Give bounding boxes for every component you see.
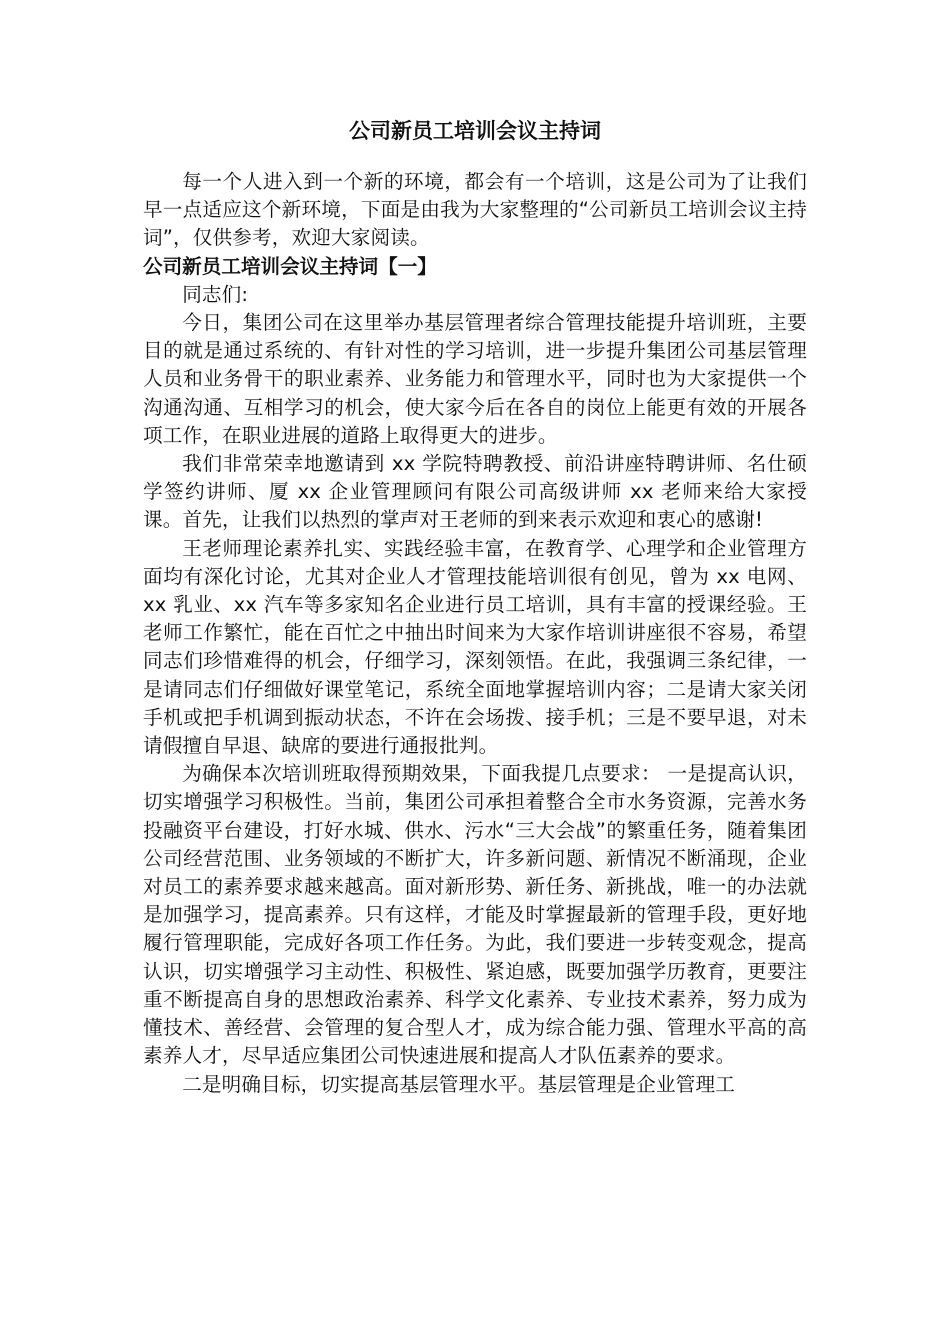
section-heading: 公司新员工培训会议主持词【一】 (143, 254, 437, 278)
body-paragraph: 我们非常荣幸地邀请到 xx 学院特聘教授、前沿讲座特聘讲师、名仕硕学签约讲师、厦 xx 企业管理顾问有限公司高级讲师 xx 老师来给大家授课。首先，让我们以热烈的掌声对王老师的到来表示欢迎和衷心的感谢! (143, 452, 807, 532)
document-page (143, 112, 807, 1099)
body-paragraph: 今日，集团公司在这里举办基层管理者综合管理技能提升培训班，主要目的就是通过系统的、有针对性的学习培训，进一步提升集团公司基层管理人员和业务骨干的职业素养、业务能力和管理水平，同时也为大家提供一个沟通沟通、互相学习的机会，使大家今后在各自的岗位上能更有效的开展各项工作，在职业进展的道路上取得更大的进步。 (143, 311, 807, 447)
salutation-paragraph: 同志们: (182, 282, 249, 306)
body-paragraph: 为确保本次培训班取得预期效果，下面我提几点要求： 一是提高认识，切实增强学习积极性。当前，集团公司承担着整合全市水务资源，完善水务投融资平台建设，打好水城、供水、污水“三大会战”的繁重任务，随着集团公司经营范围、业务领域的不断扩大，许多新问题、新情况不断涌现，企业对员工的素养要求越来越高。面对新形势、新任务、新挑战，唯一的办法就是加强学习，提高素养。只有这样，才能及时掌握最新的管理手段，更好地履行管理职能，完成好各项工作任务。为此，我们要进一步转变观念，提高认识，切实增强学习主动性、积极性、紧迫感，既要加强学历教育，更要注重不断提高自身的思想政治素养、科学文化素养、专业技术素养，努力成为懂技术、善经营、会管理的复合型人才，成为综合能力强、管理水平高的高素养人才，尽早适应集团公司快速进展和提高人才队伍素养的要求。 (143, 762, 807, 1068)
document-title: 公司新员工培训会议主持词 (349, 119, 601, 143)
body-paragraph: 二是明确目标，切实提高基层管理水平。基层管理是企业管理工 (182, 1072, 736, 1096)
body-paragraph: 王老师理论素养扎实、实践经验丰富，在教育学、心理学和企业管理方面均有深化讨论，尤其对企业人才管理技能培训很有创见，曾为 xx 电网、xx 乳业、xx 汽车等多家知名企业进行员工培训，具有丰富的授课经验。王老师工作繁忙，能在百忙之中抽出时间来为大家作培训讲座很不容易，希望同志们珍惜难得的机会，仔细学习，深刻领悟。在此，我强调三条纪律，一是请同志们仔细做好课堂笔记，系统全面地掌握培训内容；二是请大家关闭手机或把手机调到振动状态，不许在会场拨、接手机；三是不要早退，对未请假擅自早退、缺席的要进行通报批判。 (143, 536, 807, 758)
intro-paragraph: 每一个人进入到一个新的环境，都会有一个培训，这是公司为了让我们早一点适应这个新环境，下面是由我为大家整理的“公司新员工培训会议主持词”，仅供参考，欢迎大家阅读。 (143, 170, 807, 250)
